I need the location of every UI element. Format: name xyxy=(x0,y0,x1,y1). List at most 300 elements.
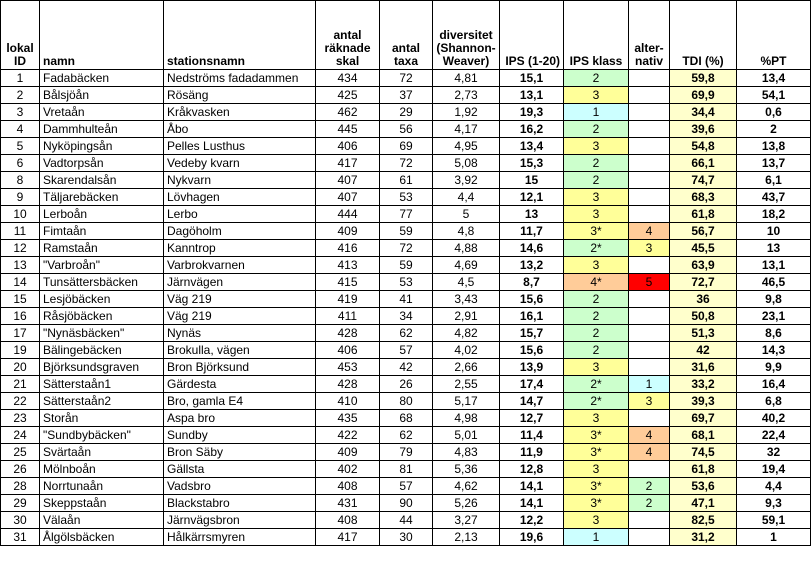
header-station: stationsnamn xyxy=(164,1,316,70)
cell-taxa: 41 xyxy=(380,291,433,308)
table-row xyxy=(1,529,811,546)
cell-taxa: 90 xyxy=(380,495,433,512)
cell-ips-class: 4* xyxy=(564,274,629,291)
cell-ips: 19,6 xyxy=(500,529,564,546)
cell-alternative xyxy=(629,155,670,172)
cell-tdi: 68,3 xyxy=(670,189,737,206)
cell-alternative: 2 xyxy=(629,495,670,512)
cell-skal: 410 xyxy=(316,393,380,410)
cell-diversity: 4,88 xyxy=(433,240,500,257)
cell-namn: Råsjöbäcken xyxy=(40,308,164,325)
cell-skal: 407 xyxy=(316,172,380,189)
cell-station: Brokulla, vägen xyxy=(164,342,316,359)
cell-station: Nynäs xyxy=(164,325,316,342)
cell-id: 23 xyxy=(1,410,40,427)
cell-tdi: 59,8 xyxy=(670,70,737,87)
cell-tdi: 74,7 xyxy=(670,172,737,189)
table-row xyxy=(1,444,811,461)
cell-alternative xyxy=(629,342,670,359)
cell-skal: 409 xyxy=(316,444,380,461)
cell-ips-class: 2 xyxy=(564,325,629,342)
cell-ips: 16,2 xyxy=(500,121,564,138)
cell-ips-class: 2 xyxy=(564,172,629,189)
cell-tdi: 53,6 xyxy=(670,478,737,495)
cell-namn: Mölnboån xyxy=(40,461,164,478)
cell-tdi: 33,2 xyxy=(670,376,737,393)
cell-ips: 14,7 xyxy=(500,393,564,410)
cell-diversity: 4,4 xyxy=(433,189,500,206)
table-row xyxy=(1,206,811,223)
cell-alternative xyxy=(629,70,670,87)
cell-ips-class: 3 xyxy=(564,410,629,427)
cell-skal: 435 xyxy=(316,410,380,427)
table-row xyxy=(1,189,811,206)
cell-id: 4 xyxy=(1,121,40,138)
cell-alternative xyxy=(629,359,670,376)
cell-taxa: 34 xyxy=(380,308,433,325)
cell-pt: 9,3 xyxy=(737,495,811,512)
cell-tdi: 34,4 xyxy=(670,104,737,121)
table-row xyxy=(1,223,811,240)
table-row xyxy=(1,291,811,308)
cell-alternative: 1 xyxy=(629,376,670,393)
cell-tdi: 69,7 xyxy=(670,410,737,427)
cell-diversity: 5,17 xyxy=(433,393,500,410)
cell-station: Bron Säby xyxy=(164,444,316,461)
cell-diversity: 4,17 xyxy=(433,121,500,138)
cell-tdi: 45,5 xyxy=(670,240,737,257)
cell-tdi: 31,2 xyxy=(670,529,737,546)
cell-id: 8 xyxy=(1,172,40,189)
cell-id: 31 xyxy=(1,529,40,546)
table-row xyxy=(1,359,811,376)
cell-namn: Fadabäcken xyxy=(40,70,164,87)
cell-skal: 417 xyxy=(316,529,380,546)
cell-id: 13 xyxy=(1,257,40,274)
table-row xyxy=(1,70,811,87)
cell-skal: 406 xyxy=(316,342,380,359)
cell-namn: Lerboån xyxy=(40,206,164,223)
cell-diversity: 5,01 xyxy=(433,427,500,444)
cell-diversity: 5,36 xyxy=(433,461,500,478)
cell-station: Bron Björksund xyxy=(164,359,316,376)
cell-ips: 11,9 xyxy=(500,444,564,461)
cell-ips: 13,4 xyxy=(500,138,564,155)
cell-station: Järnvägsbron xyxy=(164,512,316,529)
cell-ips: 13,1 xyxy=(500,87,564,104)
cell-ips: 11,4 xyxy=(500,427,564,444)
cell-alternative xyxy=(629,291,670,308)
cell-station: Kråkvasken xyxy=(164,104,316,121)
cell-taxa: 72 xyxy=(380,240,433,257)
table-row xyxy=(1,104,811,121)
cell-diversity: 4,02 xyxy=(433,342,500,359)
cell-skal: 411 xyxy=(316,308,380,325)
cell-pt: 13,8 xyxy=(737,138,811,155)
cell-id: 29 xyxy=(1,495,40,512)
header-taxa: antal taxa xyxy=(380,1,433,70)
cell-pt: 46,5 xyxy=(737,274,811,291)
cell-alternative xyxy=(629,138,670,155)
cell-skal: 417 xyxy=(316,155,380,172)
cell-diversity: 4,95 xyxy=(433,138,500,155)
header-skal: antal räknade skal xyxy=(316,1,380,70)
cell-station: Bro, gamla E4 xyxy=(164,393,316,410)
cell-alternative: 4 xyxy=(629,427,670,444)
cell-alternative: 4 xyxy=(629,444,670,461)
cell-diversity: 4,5 xyxy=(433,274,500,291)
cell-id: 9 xyxy=(1,189,40,206)
cell-id: 2 xyxy=(1,87,40,104)
cell-skal: 413 xyxy=(316,257,380,274)
cell-ips-class: 3 xyxy=(564,461,629,478)
cell-diversity: 5,08 xyxy=(433,155,500,172)
cell-tdi: 39,3 xyxy=(670,393,737,410)
cell-ips-class: 2* xyxy=(564,376,629,393)
cell-ips: 19,3 xyxy=(500,104,564,121)
cell-pt: 18,2 xyxy=(737,206,811,223)
cell-namn: Ålgölsbäcken xyxy=(40,529,164,546)
cell-taxa: 69 xyxy=(380,138,433,155)
cell-alternative: 5 xyxy=(629,274,670,291)
cell-diversity: 3,27 xyxy=(433,512,500,529)
cell-pt: 32 xyxy=(737,444,811,461)
table-row xyxy=(1,138,811,155)
cell-taxa: 26 xyxy=(380,376,433,393)
cell-diversity: 5,26 xyxy=(433,495,500,512)
cell-namn: Lesjöbäcken xyxy=(40,291,164,308)
cell-taxa: 80 xyxy=(380,393,433,410)
cell-tdi: 74,5 xyxy=(670,444,737,461)
cell-ips-class: 3 xyxy=(564,206,629,223)
cell-taxa: 30 xyxy=(380,529,433,546)
cell-namn: Vadtorpsån xyxy=(40,155,164,172)
cell-ips: 12,2 xyxy=(500,512,564,529)
cell-ips: 11,7 xyxy=(500,223,564,240)
cell-taxa: 37 xyxy=(380,87,433,104)
cell-alternative xyxy=(629,325,670,342)
cell-tdi: 56,7 xyxy=(670,223,737,240)
cell-pt: 4,4 xyxy=(737,478,811,495)
cell-diversity: 4,81 xyxy=(433,70,500,87)
cell-id: 6 xyxy=(1,155,40,172)
table-row xyxy=(1,410,811,427)
table-row xyxy=(1,308,811,325)
cell-diversity: 4,98 xyxy=(433,410,500,427)
cell-taxa: 57 xyxy=(380,478,433,495)
cell-ips: 12,7 xyxy=(500,410,564,427)
cell-namn: Björksundsgraven xyxy=(40,359,164,376)
cell-namn: Ramstaån xyxy=(40,240,164,257)
table-row xyxy=(1,512,811,529)
cell-taxa: 77 xyxy=(380,206,433,223)
cell-id: 11 xyxy=(1,223,40,240)
cell-pt: 54,1 xyxy=(737,87,811,104)
cell-ips-class: 3 xyxy=(564,189,629,206)
cell-namn: Storån xyxy=(40,410,164,427)
cell-pt: 13,1 xyxy=(737,257,811,274)
cell-diversity: 2,73 xyxy=(433,87,500,104)
table-row xyxy=(1,461,811,478)
cell-pt: 9,9 xyxy=(737,359,811,376)
cell-skal: 462 xyxy=(316,104,380,121)
cell-diversity: 4,62 xyxy=(433,478,500,495)
cell-pt: 6,8 xyxy=(737,393,811,410)
cell-skal: 416 xyxy=(316,240,380,257)
cell-namn: Sätterstaån1 xyxy=(40,376,164,393)
cell-diversity: 4,69 xyxy=(433,257,500,274)
cell-tdi: 42 xyxy=(670,342,737,359)
cell-id: 24 xyxy=(1,427,40,444)
cell-pt: 13,7 xyxy=(737,155,811,172)
cell-alternative xyxy=(629,308,670,325)
cell-namn: Tunsättersbäcken xyxy=(40,274,164,291)
cell-tdi: 68,1 xyxy=(670,427,737,444)
cell-id: 28 xyxy=(1,478,40,495)
cell-station: Vadsbro xyxy=(164,478,316,495)
cell-ips-class: 3* xyxy=(564,495,629,512)
cell-alternative xyxy=(629,257,670,274)
table-row xyxy=(1,121,811,138)
cell-alternative: 3 xyxy=(629,240,670,257)
cell-skal: 428 xyxy=(316,325,380,342)
cell-taxa: 62 xyxy=(380,427,433,444)
cell-ips: 17,4 xyxy=(500,376,564,393)
cell-skal: 402 xyxy=(316,461,380,478)
cell-id: 12 xyxy=(1,240,40,257)
cell-alternative: 3 xyxy=(629,393,670,410)
header-alternative: alter-nativ xyxy=(629,1,670,70)
cell-pt: 13 xyxy=(737,240,811,257)
cell-station: Blackstabro xyxy=(164,495,316,512)
table-row xyxy=(1,427,811,444)
cell-station: Hålkärrsmyren xyxy=(164,529,316,546)
header-namn: namn xyxy=(40,1,164,70)
cell-ips-class: 2 xyxy=(564,155,629,172)
table-row xyxy=(1,172,811,189)
cell-id: 20 xyxy=(1,359,40,376)
cell-ips: 15,6 xyxy=(500,291,564,308)
cell-tdi: 47,1 xyxy=(670,495,737,512)
cell-taxa: 61 xyxy=(380,172,433,189)
cell-station: Pelles Lusthus xyxy=(164,138,316,155)
cell-taxa: 72 xyxy=(380,70,433,87)
cell-taxa: 68 xyxy=(380,410,433,427)
cell-ips-class: 3* xyxy=(564,223,629,240)
cell-id: 22 xyxy=(1,393,40,410)
cell-tdi: 61,8 xyxy=(670,206,737,223)
cell-taxa: 53 xyxy=(380,274,433,291)
cell-tdi: 63,9 xyxy=(670,257,737,274)
cell-namn: "Sundbybäcken" xyxy=(40,427,164,444)
cell-namn: Sätterstaån2 xyxy=(40,393,164,410)
cell-pt: 9,8 xyxy=(737,291,811,308)
cell-id: 14 xyxy=(1,274,40,291)
table-row xyxy=(1,274,811,291)
cell-namn: Bälingebäcken xyxy=(40,342,164,359)
cell-ips: 15 xyxy=(500,172,564,189)
table-row xyxy=(1,257,811,274)
cell-pt: 8,6 xyxy=(737,325,811,342)
cell-station: Varbrokvarnen xyxy=(164,257,316,274)
table-row xyxy=(1,87,811,104)
cell-id: 10 xyxy=(1,206,40,223)
cell-station: Väg 219 xyxy=(164,308,316,325)
cell-skal: 419 xyxy=(316,291,380,308)
cell-skal: 445 xyxy=(316,121,380,138)
cell-diversity: 2,55 xyxy=(433,376,500,393)
cell-ips-class: 2 xyxy=(564,121,629,138)
table-row xyxy=(1,495,811,512)
table-row xyxy=(1,325,811,342)
cell-station: Nykvarn xyxy=(164,172,316,189)
cell-diversity: 4,83 xyxy=(433,444,500,461)
cell-ips-class: 3 xyxy=(564,257,629,274)
cell-skal: 408 xyxy=(316,512,380,529)
cell-namn: Dammhulteån xyxy=(40,121,164,138)
cell-station: Kanntrop xyxy=(164,240,316,257)
cell-taxa: 72 xyxy=(380,155,433,172)
cell-pt: 23,1 xyxy=(737,308,811,325)
cell-alternative xyxy=(629,104,670,121)
cell-tdi: 61,8 xyxy=(670,461,737,478)
cell-ips-class: 3 xyxy=(564,87,629,104)
cell-pt: 19,4 xyxy=(737,461,811,478)
cell-alternative: 2 xyxy=(629,478,670,495)
cell-station: Gällsta xyxy=(164,461,316,478)
cell-alternative: 4 xyxy=(629,223,670,240)
cell-tdi: 54,8 xyxy=(670,138,737,155)
cell-alternative xyxy=(629,121,670,138)
cell-namn: Skeppstaån xyxy=(40,495,164,512)
cell-tdi: 36 xyxy=(670,291,737,308)
cell-namn: "Nynäsbäcken" xyxy=(40,325,164,342)
cell-namn: Norrtunaån xyxy=(40,478,164,495)
cell-taxa: 42 xyxy=(380,359,433,376)
cell-ips: 14,6 xyxy=(500,240,564,257)
cell-taxa: 29 xyxy=(380,104,433,121)
cell-pt: 22,4 xyxy=(737,427,811,444)
table-row xyxy=(1,478,811,495)
cell-skal: 408 xyxy=(316,478,380,495)
cell-ips-class: 3* xyxy=(564,444,629,461)
cell-pt: 0,6 xyxy=(737,104,811,121)
cell-skal: 425 xyxy=(316,87,380,104)
cell-ips-class: 2 xyxy=(564,291,629,308)
cell-pt: 2 xyxy=(737,121,811,138)
cell-namn: Svärtaån xyxy=(40,444,164,461)
header-row xyxy=(1,1,811,70)
cell-id: 25 xyxy=(1,444,40,461)
cell-ips: 13,9 xyxy=(500,359,564,376)
cell-id: 21 xyxy=(1,376,40,393)
cell-namn: Nyköpingsån xyxy=(40,138,164,155)
cell-skal: 431 xyxy=(316,495,380,512)
cell-tdi: 72,7 xyxy=(670,274,737,291)
cell-skal: 406 xyxy=(316,138,380,155)
cell-taxa: 59 xyxy=(380,257,433,274)
cell-ips-class: 2 xyxy=(564,70,629,87)
cell-station: Rösäng xyxy=(164,87,316,104)
table-row xyxy=(1,240,811,257)
table-row xyxy=(1,393,811,410)
table-row xyxy=(1,342,811,359)
cell-skal: 407 xyxy=(316,189,380,206)
cell-id: 5 xyxy=(1,138,40,155)
cell-station: Åbo xyxy=(164,121,316,138)
cell-pt: 43,7 xyxy=(737,189,811,206)
cell-pt: 13,4 xyxy=(737,70,811,87)
cell-id: 3 xyxy=(1,104,40,121)
cell-diversity: 1,92 xyxy=(433,104,500,121)
cell-skal: 409 xyxy=(316,223,380,240)
cell-ips: 8,7 xyxy=(500,274,564,291)
cell-taxa: 57 xyxy=(380,342,433,359)
cell-station: Lerbo xyxy=(164,206,316,223)
cell-diversity: 4,82 xyxy=(433,325,500,342)
cell-alternative xyxy=(629,410,670,427)
cell-station: Vedeby kvarn xyxy=(164,155,316,172)
cell-ips-class: 3 xyxy=(564,359,629,376)
cell-alternative xyxy=(629,206,670,223)
header-ips-class: IPS klass xyxy=(564,1,629,70)
header-id: lokal ID xyxy=(1,1,40,70)
cell-namn: Vretaån xyxy=(40,104,164,121)
cell-ips: 12,8 xyxy=(500,461,564,478)
cell-ips: 13,2 xyxy=(500,257,564,274)
cell-station: Gärdesta xyxy=(164,376,316,393)
cell-station: Aspa bro xyxy=(164,410,316,427)
cell-ips-class: 2 xyxy=(564,342,629,359)
cell-diversity: 2,91 xyxy=(433,308,500,325)
cell-namn: Välaån xyxy=(40,512,164,529)
cell-ips: 14,1 xyxy=(500,478,564,495)
cell-id: 17 xyxy=(1,325,40,342)
table-row xyxy=(1,376,811,393)
cell-diversity: 2,66 xyxy=(433,359,500,376)
cell-alternative xyxy=(629,87,670,104)
cell-alternative xyxy=(629,529,670,546)
cell-skal: 422 xyxy=(316,427,380,444)
cell-pt: 14,3 xyxy=(737,342,811,359)
cell-tdi: 51,3 xyxy=(670,325,737,342)
cell-ips-class: 2* xyxy=(564,240,629,257)
cell-ips: 13 xyxy=(500,206,564,223)
cell-namn: Täljarebäcken xyxy=(40,189,164,206)
cell-tdi: 50,8 xyxy=(670,308,737,325)
cell-skal: 428 xyxy=(316,376,380,393)
cell-ips: 14,1 xyxy=(500,495,564,512)
cell-diversity: 4,8 xyxy=(433,223,500,240)
cell-ips-class: 1 xyxy=(564,529,629,546)
cell-diversity: 2,13 xyxy=(433,529,500,546)
cell-taxa: 44 xyxy=(380,512,433,529)
cell-ips-class: 3* xyxy=(564,478,629,495)
cell-station: Järnvägen xyxy=(164,274,316,291)
header-diversity: diversitet (Shannon-Weaver) xyxy=(433,1,500,70)
cell-tdi: 66,1 xyxy=(670,155,737,172)
cell-taxa: 59 xyxy=(380,223,433,240)
cell-pt: 40,2 xyxy=(737,410,811,427)
cell-taxa: 79 xyxy=(380,444,433,461)
cell-skal: 444 xyxy=(316,206,380,223)
cell-diversity: 3,92 xyxy=(433,172,500,189)
table-row xyxy=(1,155,811,172)
header-tdi: TDI (%) xyxy=(670,1,737,70)
cell-namn: "Varbroån" xyxy=(40,257,164,274)
cell-tdi: 69,9 xyxy=(670,87,737,104)
header-pt: %PT xyxy=(737,1,811,70)
